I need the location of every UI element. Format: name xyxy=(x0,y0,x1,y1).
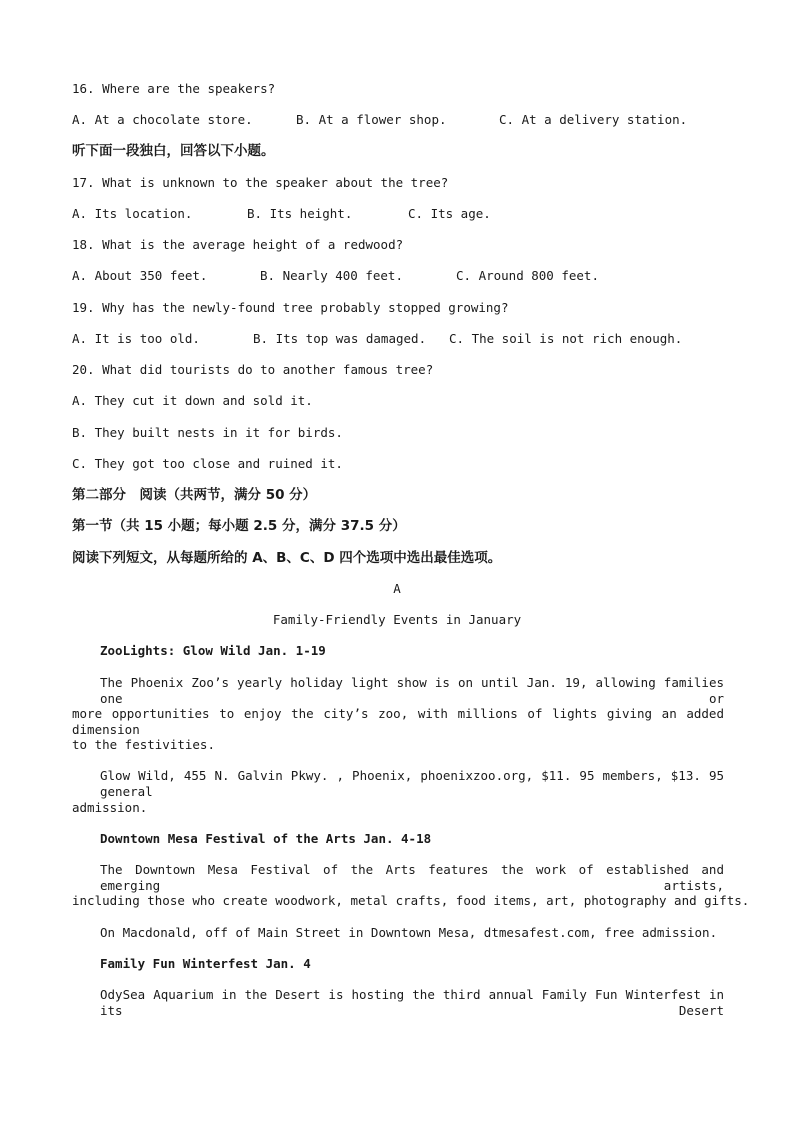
option-c: C. Around 800 feet. xyxy=(456,268,599,283)
option-b: B. Its height. xyxy=(247,206,353,221)
event-heading: Family Fun Winterfest Jan. 4 xyxy=(100,956,311,971)
event-heading: ZooLights: Glow Wild Jan. 1-19 xyxy=(100,643,326,658)
event-desc-line: including those who create woodwork, metal crafts, food items, art, photography and gifts. xyxy=(72,893,750,908)
option-c: C. Its age. xyxy=(408,206,491,221)
event-info-line: Glow Wild, 455 N. Galvin Pkwy. , Phoenix, phoenixzoo.org, $11. 95 members, $13. 95 general xyxy=(100,768,724,799)
section1-title: 第一节（共 15 小题；每小题 2.5 分，满分 37.5 分） xyxy=(72,518,406,534)
event-info-line: On Macdonald, off of Main Street in Downtown Mesa, dtmesafest.com, free admission. xyxy=(100,925,718,940)
event-desc-line: to the festivities. xyxy=(72,737,215,752)
question-18-stem: 18. What is the average height of a redwood? xyxy=(72,237,404,252)
option-b: B. Its top was damaged. xyxy=(253,331,427,346)
passage-letter: A xyxy=(393,581,401,596)
option-c: C. At a delivery station. xyxy=(499,112,688,127)
option-a: A. At a chocolate store. xyxy=(72,112,253,127)
event-desc-line: more opportunities to enjoy the city’s zoo, with millions of lights giving an added dimension xyxy=(72,706,724,737)
question-19-stem: 19. Why has the newly-found tree probably stopped growing? xyxy=(72,300,509,315)
option-b: B. Nearly 400 feet. xyxy=(260,268,403,283)
option-c: C. The soil is not rich enough. xyxy=(449,331,683,346)
event-heading: Downtown Mesa Festival of the Arts Jan. 4-18 xyxy=(100,831,432,846)
option-a: A. It is too old. xyxy=(72,331,200,346)
option-a: A. Its location. xyxy=(72,206,193,221)
event-info-line: admission. xyxy=(72,800,148,815)
question-20-option-b: B. They built nests in it for birds. xyxy=(72,425,343,440)
event-desc-line: The Phoenix Zoo’s yearly holiday light show is on until Jan. 19, allowing families one or xyxy=(100,675,724,706)
option-a: A. About 350 feet. xyxy=(72,268,208,283)
question-20-option-a: A. They cut it down and sold it. xyxy=(72,393,313,408)
part2-title: 第二部分 阅读（共两节，满分 50 分） xyxy=(72,487,317,503)
question-20-option-c: C. They got too close and ruined it. xyxy=(72,456,343,471)
option-b: B. At a flower shop. xyxy=(296,112,447,127)
monologue-instruction: 听下面一段独白，回答以下小题。 xyxy=(72,143,275,159)
event-desc-line: The Downtown Mesa Festival of the Arts features the work of established and emerging artists, xyxy=(100,862,724,893)
reading-instruction: 阅读下列短文，从每题所给的 A、B、C、D 四个选项中选出最佳选项。 xyxy=(72,550,502,566)
passage-title: Family-Friendly Events in January xyxy=(272,612,522,627)
question-16-stem: 16. Where are the speakers? xyxy=(72,81,276,96)
question-20-stem: 20. What did tourists do to another famous tree? xyxy=(72,362,434,377)
event-desc-line: OdySea Aquarium in the Desert is hosting the third annual Family Fun Winterfest in its Desert xyxy=(100,987,724,1018)
question-17-stem: 17. What is unknown to the speaker about the tree? xyxy=(72,175,449,190)
